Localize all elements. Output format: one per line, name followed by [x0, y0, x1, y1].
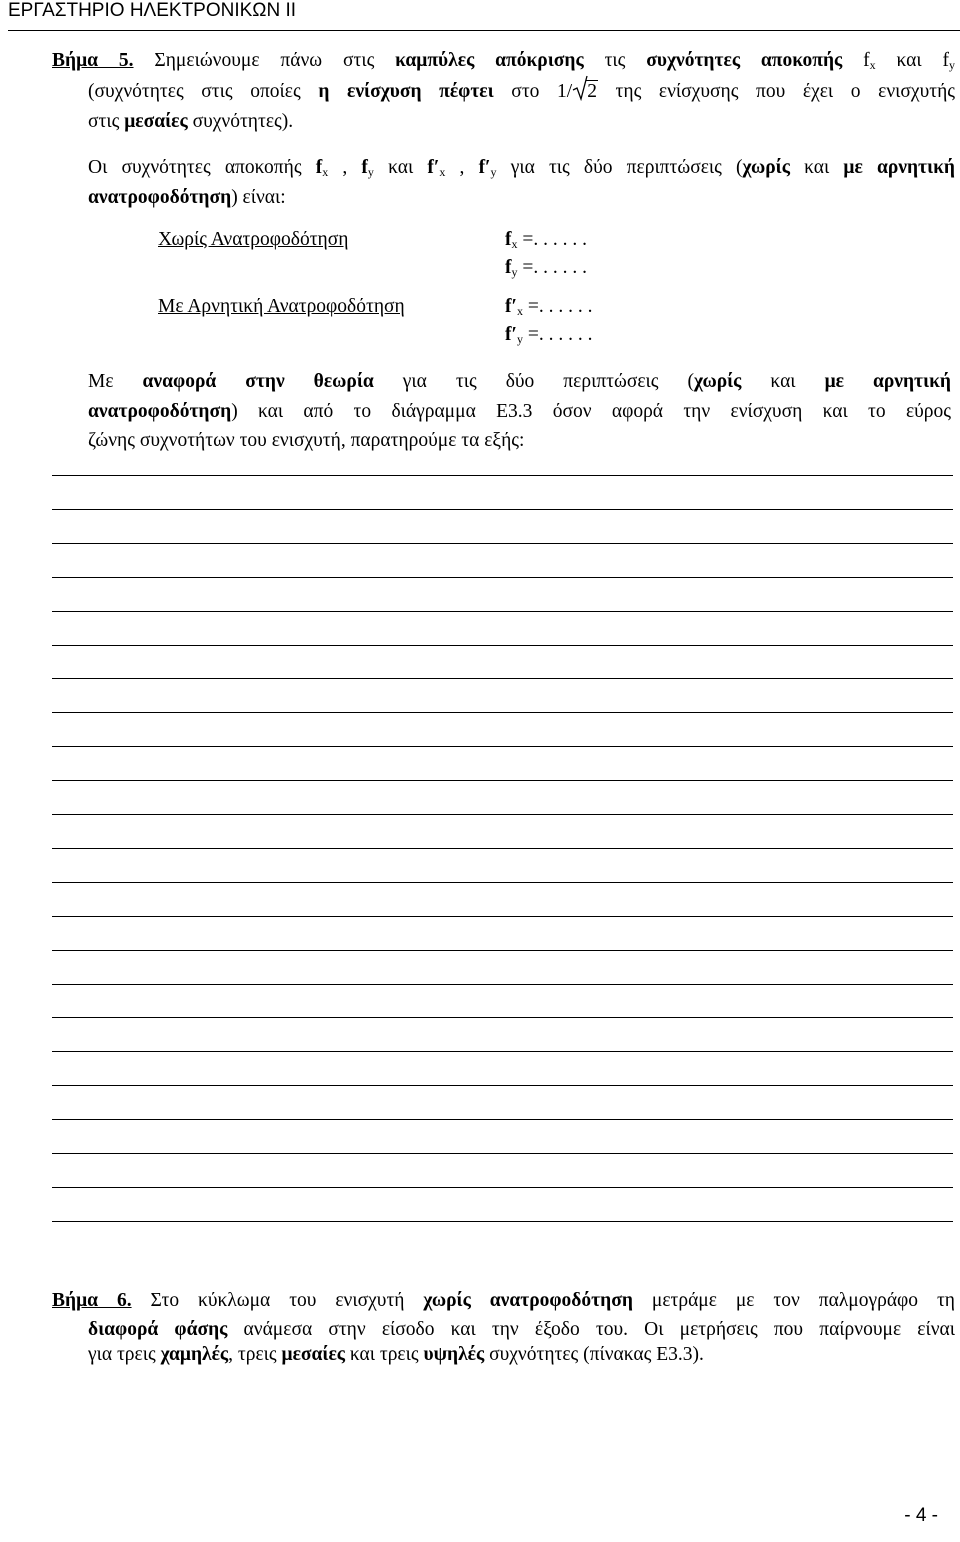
fy-value-field[interactable] — [505, 253, 587, 282]
text-bold: συχνότητες αποκοπής — [646, 50, 843, 71]
cutoff-line-2 — [88, 183, 286, 212]
answer-line[interactable] — [52, 645, 953, 646]
text-bold: διαφορά φάσης — [88, 1319, 228, 1340]
cutoff-line-1 — [88, 153, 955, 182]
answer-line[interactable] — [52, 1017, 953, 1018]
step5-line-3 — [88, 107, 293, 136]
with-feedback-label: Με Αρνητική Ανατροφοδότηση — [158, 296, 405, 317]
answer-line[interactable] — [52, 984, 953, 985]
text: στο 1/ — [493, 81, 573, 102]
header-divider — [8, 30, 960, 31]
blank-value: =. . . . . . — [517, 229, 587, 250]
text-bold: μεσαίες — [281, 1344, 345, 1365]
answer-line[interactable] — [52, 882, 953, 883]
step6-line-1 — [52, 1286, 955, 1315]
fx-value-field[interactable] — [505, 225, 587, 254]
sqrt-symbol — [572, 77, 598, 106]
text: στις — [88, 111, 125, 132]
without-feedback-label: Χωρίς Ανατροφοδότηση — [158, 229, 349, 250]
text: για τρεις — [88, 1344, 161, 1365]
text: Με — [88, 371, 143, 392]
symbol-f-prime: f′ — [505, 296, 517, 317]
text: και f — [875, 50, 949, 71]
theory-line-2 — [88, 397, 951, 426]
text-bold: αναφορά στην θεωρία — [142, 371, 374, 392]
sqrt-value: 2 — [587, 81, 597, 102]
answer-line[interactable] — [52, 780, 953, 781]
text-bold: η ενίσχυση πέφτει — [318, 81, 494, 102]
text: της ενίσχυσης που έχει ο ενισχυτής — [597, 81, 955, 102]
text: , — [445, 157, 479, 178]
step5-line-2 — [88, 77, 955, 106]
answer-line[interactable] — [52, 1153, 953, 1154]
subscript: x — [322, 165, 329, 179]
text: και — [373, 157, 428, 178]
symbol-f: f — [315, 157, 323, 178]
answer-line[interactable] — [52, 1187, 953, 1188]
fpy-value-field[interactable] — [505, 320, 592, 349]
subscript: x — [511, 237, 518, 251]
text: ανάμεσα στην είσοδο και την έξοδο του. Οι μετρήσεις που παίρνουμε είναι — [227, 1319, 956, 1340]
step5-label: Βήμα 5. — [52, 50, 134, 71]
answer-line[interactable] — [52, 577, 953, 578]
text: συχνότητες (πίνακας Ε3.3). — [484, 1344, 704, 1365]
text: τις — [583, 50, 647, 71]
text: Σημειώνουμε πάνω στις — [133, 50, 396, 71]
text: f — [842, 50, 870, 71]
answer-line[interactable] — [52, 543, 953, 544]
page-number: - 4 - — [904, 1505, 938, 1526]
text-bold: ανατροφοδότηση — [88, 187, 232, 208]
answer-line[interactable] — [52, 611, 953, 612]
subscript: y — [367, 165, 374, 179]
theory-line-3: ζώνης συχνοτήτων του ενισχυτή, παρατηρούμε τα εξής: — [88, 430, 525, 451]
answer-line[interactable] — [52, 814, 953, 815]
answer-line[interactable] — [52, 712, 953, 713]
symbol-f-prime: f′ — [478, 157, 491, 178]
text-bold: χωρίς — [742, 157, 790, 178]
answer-line[interactable] — [52, 1051, 953, 1052]
answer-line[interactable] — [52, 475, 953, 476]
subscript: y — [516, 332, 523, 346]
subscript: y — [948, 58, 955, 72]
page-header: ΕΡΓΑΣΤΗΡΙΟ ΗΛΕΚΤΡΟΝΙΚΩΝ ΙΙ — [8, 0, 297, 21]
subscript: y — [511, 265, 518, 279]
text: (συχνότητες στις οποίες — [88, 81, 319, 102]
text-bold: χωρίς — [694, 371, 742, 392]
text: ) και από το διάγραμμα Ε3.3 όσον αφορά την ενίσχυση και το εύρος — [231, 401, 951, 422]
answer-line[interactable] — [52, 848, 953, 849]
blank-value: =. . . . . . — [522, 296, 593, 317]
answer-line[interactable] — [52, 950, 953, 951]
text-bold: με αρνητική — [824, 371, 951, 392]
text: συχνότητες). — [187, 111, 294, 132]
blank-value: =. . . . . . — [517, 257, 587, 278]
text-bold: χαμηλές — [160, 1344, 229, 1365]
symbol-f: f — [505, 229, 512, 250]
text: και — [789, 157, 844, 178]
text: , τρεις — [228, 1344, 282, 1365]
text: για τις δύο περιπτώσεις ( — [373, 371, 694, 392]
symbol-f: f — [505, 257, 512, 278]
answer-line[interactable] — [52, 1221, 953, 1222]
text-bold: ανατροφοδότηση — [88, 401, 232, 422]
step6-line-3 — [88, 1340, 704, 1369]
text: και — [741, 371, 825, 392]
symbol-f-prime: f′ — [427, 157, 440, 178]
answer-line[interactable] — [52, 1119, 953, 1120]
answer-line[interactable] — [52, 678, 953, 679]
subscript: x — [869, 58, 876, 72]
theory-line-1 — [88, 367, 951, 396]
text: Στο κύκλωμα του ενισχυτή — [131, 1290, 424, 1311]
blank-value: =. . . . . . — [522, 324, 593, 345]
answer-line[interactable] — [52, 916, 953, 917]
symbol-f: f — [361, 157, 368, 178]
text: , — [328, 157, 362, 178]
text-bold: χωρίς ανατροφοδότηση — [423, 1290, 633, 1311]
subscript: x — [439, 165, 446, 179]
symbol-f-prime: f′ — [505, 324, 517, 345]
text: ) είναι: — [231, 187, 286, 208]
text: μετράμε με τον παλμογράφο τη — [632, 1290, 955, 1311]
text: Οι συχνότητες αποκοπής — [88, 157, 316, 178]
text-bold: με αρνητική — [843, 157, 955, 178]
text: για τις δύο περιπτώσεις ( — [496, 157, 743, 178]
text: και τρεις — [345, 1344, 424, 1365]
step5-line-1 — [52, 46, 955, 75]
text-bold: καμπύλες απόκρισης — [395, 50, 584, 71]
answer-line[interactable] — [52, 1085, 953, 1086]
text-bold: μεσαίες — [124, 111, 188, 132]
answer-line[interactable] — [52, 746, 953, 747]
answer-line[interactable] — [52, 509, 953, 510]
subscript: x — [516, 304, 523, 318]
step6-label: Βήμα 6. — [52, 1290, 132, 1311]
fpx-value-field[interactable] — [505, 292, 592, 321]
text-bold: υψηλές — [423, 1344, 485, 1365]
subscript: y — [490, 165, 497, 179]
